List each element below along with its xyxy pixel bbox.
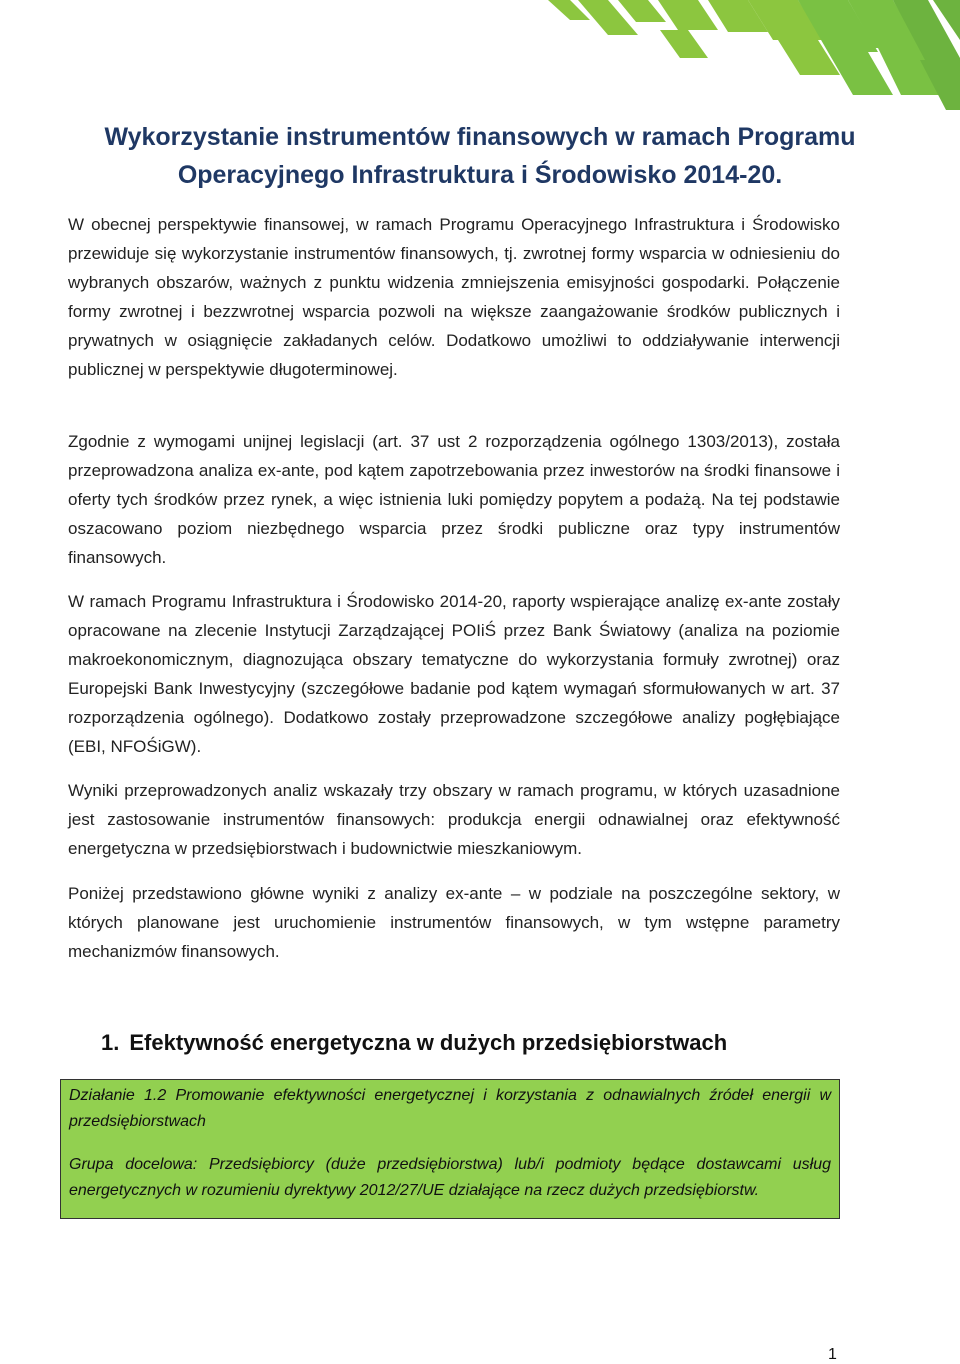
page-number: 1 [828,1346,837,1363]
action-info-box [60,1079,840,1219]
title-line-1: Wykorzystanie instrumentów finansowych w ramach Programu [104,123,856,151]
logo-graphic [548,0,960,110]
document-title [60,118,900,194]
section-number: 1. [101,1030,120,1055]
action-description: Działanie 1.2 Promowanie efektywności energetycznej i korzystania z odnawialnych źródeł energii w przedsiębiorstwach [69,1087,831,1130]
target-group-description: Grupa docelowa: Przedsiębiorcy (duże przedsiębiorstwa) lub/i podmioty będące dostawcami usług energetycznych w rozumieniu dyrektywy 2012/27/UE działające na rzecz dużych przedsiębiorstw. [69,1156,831,1199]
paragraph-intro: W obecnej perspektywie finansowej, w ramach Programu Operacyjnego Infrastruktura i Środowisko przewiduje się wykorzystanie instrumentów finansowych, tj. zwrotnej formy wsparcia w odniesieniu do wybranych obszarów, ważnych z punktu widzenia zmniejszenia emisyjności gospodarki. Połączenie formy zwrotnej i bezzwrotnej wsparcia pozwoli na większe zaangażowanie środków publicznych i prywatnych w osiągnięcie zakładanych celów. Dodatkowo umożliwi to oddziaływanie interwencji publicznej w perspektywie długoterminowej. [68,215,840,379]
paragraph-ex-ante: Zgodnie z wymogami unijnej legislacji (art. 37 ust 2 rozporządzenia ogólnego 1303/2013), została przeprowadzona analiza ex-ante, pod kątem zapotrzebowania przez inwestorów na środki finansowe i oferty tych środków przez rynek, a więc istnienia luki pomiędzy popytem a podażą. Na tej podstawie oszacowano poziom niezbędnego wsparcia przez środki publiczne oraz typy instrumentów finansowych. [68,432,840,567]
paragraph-reports: W ramach Programu Infrastruktura i Środowisko 2014-20, raporty wspierające analizę ex-ante zostały opracowane na zlecenie Instytucji Zarządzającej POIiŚ przez Bank Światowy (analiza na poziomie makroekonomicznym, diagnozująca obszary tematyczne do wykorzystania formuły zwrotnej) oraz Europejski Bank Inwestycyjny (szczegółowe badanie pod kątem wymagań sformułowanych w art. 37 rozporządzenia ogólnego). Dodatkowo zostały przeprowadzone szczegółowe analizy pogłębiające (EBI, NFOŚiGW). [68,592,840,756]
section-title: Efektywność energetyczna w dużych przedsiębiorstwach [129,1030,728,1055]
title-line-2: Operacyjnego Infrastruktura i Środowisko 2014-20. [177,161,783,189]
paragraph-below: Poniżej przedstawiono główne wyniki z analizy ex-ante – w podziale na poszczególne sektory, w których planowane jest uruchomienie instrumentów finansowych, w tym wstępne parametry mechanizmów finansowych. [68,884,840,961]
paragraph-results: Wyniki przeprowadzonych analiz wskazały trzy obszary w ramach programu, w których uzasadnione jest zastosowanie instrumentów finansowych: produkcja energii odnawialnej oraz efektywność energetyczna w przedsiębiorstwach i budownictwie mieszkaniowym. [68,781,840,858]
section-heading [101,1030,727,1056]
